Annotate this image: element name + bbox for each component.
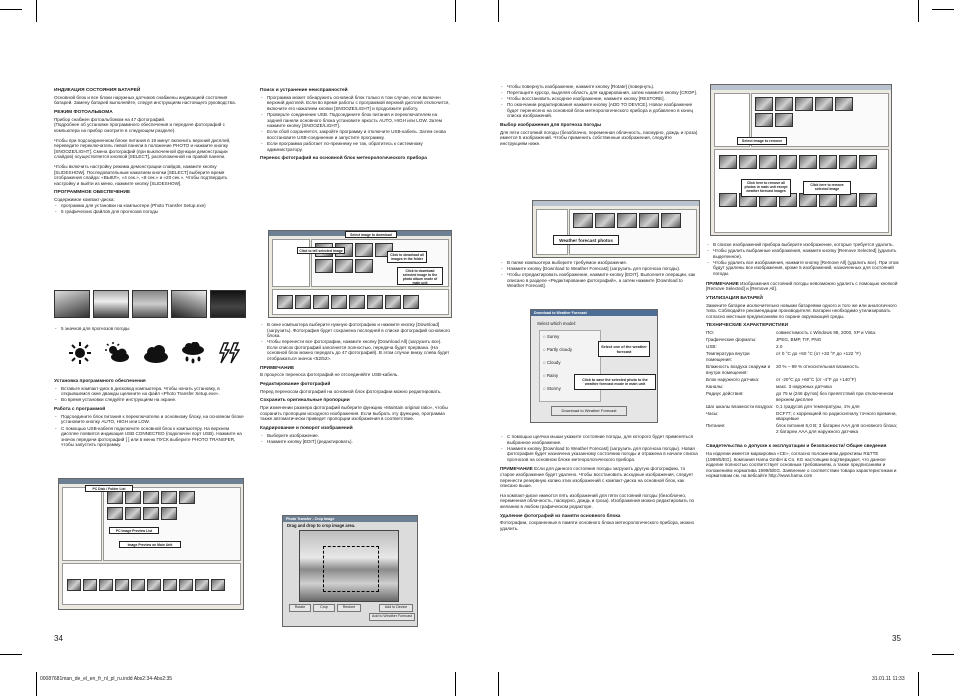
spec-value: 0,1 градусов для температуры, 1% для [776, 403, 860, 409]
spec-value: совместимость с Windows 98, 2000, XP и Vista. [776, 330, 877, 336]
heading-delete-photos: Удаление фотографий из памяти основного блока [500, 513, 621, 519]
table-row [706, 404, 900, 411]
weather-photo-rainy [171, 290, 207, 318]
spec-value: до 75 м (246 футов) без препятствий при отключенном верхнем дисплее [776, 390, 894, 402]
paragraph: Прибор снабжен фотоальбомом на 47 фотографий. (Подробнее об установке программного обеспечения и передаче фотографий с компьютера на прибор смотрите в следующем разделе). [54, 116, 225, 133]
option-label: Rainy [546, 373, 559, 378]
table-row [706, 391, 900, 404]
spec-value: от 0 °C до +50 °C (от +32 °F до +122 °F) [776, 351, 861, 357]
list-item: - Чтобы отредактировать изображение, нажмите кнопку [EDIT]. Выполните операции, как описано в разделе «Редактирование фотографий», а затем нажмите [Download to Weather Forecast]. [500, 272, 700, 289]
paragraph: В процессе переноса фотографий не отсоединяйте USB-кабель. [260, 372, 399, 378]
thumbnail [755, 97, 773, 111]
crop-image-window [282, 515, 418, 627]
left-col-1b [54, 375, 246, 452]
spec-label: Часы: [706, 410, 719, 416]
thumbnail [819, 155, 837, 169]
callout-remove-selected: Click here to remove selected image [803, 181, 851, 195]
heading-specs: ТЕХНИЧЕСКИЕ ХАРАКТЕРИСТИКИ [706, 323, 789, 329]
window-titlebar [59, 479, 243, 484]
heading-battery-status: ИНДИКАЦИЯ СОСТОЯНИЯ БАТАРЕЙ [54, 88, 141, 93]
paragraph: Замените батареи исключительно новыми батареями одного и того же или аналогичного типа. Соблюдайте рекомендации производителя. Батареи необходимо утилизировать согласно местным предписаниям по охране окружающей среды. [706, 302, 897, 319]
radio-partly-cloudy[interactable]: ○ Partly cloudy [543, 347, 573, 352]
note-title: ПРИМЕЧАНИЕ [500, 466, 533, 472]
thumbnail [661, 213, 681, 228]
paragraph: На компакт-диске имеются пять изображений для пяти состояний погоды (безоблачно, переменная облачность, пасмурно, дождь и гроза). Изображения можно редактировать по желанию в любом графическом редакторе. [500, 492, 695, 510]
weather-photo-cloudy [132, 290, 168, 318]
rain-icon [180, 342, 206, 364]
thumbnail [355, 259, 373, 273]
thumbnail [719, 193, 737, 207]
heading-software: ПРОГРАММНОЕ ОБЕСПЕЧЕНИЕ [54, 190, 131, 196]
table-row [706, 337, 900, 344]
thumbnail [639, 213, 659, 228]
thumbnail [815, 97, 833, 111]
list-item: - Чтобы восстановить исходное изображение, нажмите кнопку [RESTORE]. [500, 96, 700, 102]
thumbnail [799, 155, 817, 169]
thumbnail [595, 213, 615, 228]
lightning-icon [218, 342, 242, 364]
thumbnail [335, 259, 353, 273]
callout-select-forecast: Select one of the weather forecast [598, 341, 650, 357]
thumbnail [143, 491, 159, 504]
thumbnail [125, 507, 141, 520]
spec-label: Графические форматы: [706, 337, 757, 343]
heading-crop-rotate: Кадрирование и поворот изображений [260, 426, 353, 432]
option-label: Partly cloudy [546, 347, 573, 352]
rotate-button[interactable]: Rotate [289, 604, 311, 612]
thumbnail [195, 579, 209, 591]
table-row [706, 351, 900, 364]
add-to-device-button[interactable]: Add to Device [379, 604, 413, 612]
option-label: Stormy [546, 386, 561, 391]
thumbnail [331, 295, 347, 309]
thumbnail [839, 193, 857, 207]
list-item: - Нажмите кнопку [Download to Weather Forecast] (загрузить для прогноза погоды). Новая фотография будет назначена указанному состоянию погоды и отражена в начале списка прогнозов на основном блоке метеорологического прибора. [500, 446, 700, 463]
spec-label: Радиус действия: [706, 390, 744, 396]
callout-select-download: Select image to download [345, 231, 397, 238]
note-paragraph [500, 466, 700, 488]
download-to-forecast-button[interactable]: Download to Weather Forecast [551, 406, 627, 416]
paragraph: Чтобы включить настройку режима демонстрации слайдов, нажмите кнопку [SLIDESHOW]. Последовательным нажатием кнопки [SELECT] выберите время отображения слайда: «ВЫКЛ», «4 сек.», «8 сек.» и «20 сек.». Чтобы подтвердить настройку и выйти из меню, нажмите кнопку [SLIDESHOW]. [54, 163, 228, 186]
paragraph: Чтобы при подсоединенном блоке питания в 19 минут включить верхний дисплей, переведите переключатель левой панели в положение PHOTO и нажмите кнопку [SNOOZE/LIGHT]. Смена фотографий (при выключенной функции демонстрации слайдов) осуществляется кнопкой [SELECT], расположенной на правой панели. [54, 137, 231, 160]
window-titlebar [533, 201, 699, 206]
folder-tree-panel [536, 209, 568, 255]
list-item: - С помощью USB-кабеля подключите основной блок к компьютеру. На верхнем дисплее появится индикация USB CONNECTED (подключен порт USB). Нажмите на значок передачи фотографий [ ] или в меню ПУСК выберите PHOTO TRANSFER, чтобы запустить программу. [54, 426, 246, 448]
thumbnail [83, 579, 97, 591]
thumbnail [315, 259, 333, 273]
heading-keep-ratio: Сохранить оригинальные пропорции [260, 398, 350, 404]
left-col-2b [260, 322, 452, 449]
list-item: - программа для установки на компьютере (Photo Transfer Setup.exe) [54, 203, 246, 209]
callout-download-selected: Click to download selected image to the photo album mode of main unit [397, 267, 443, 285]
paragraph: Содержимое компакт-диска: [54, 197, 115, 203]
heading-note: ПРИМЕЧАНИЕ [260, 365, 295, 371]
thumbnail [367, 295, 383, 309]
thumbnail [779, 155, 797, 169]
thumbnail [161, 491, 177, 504]
option-label: Sunny [546, 334, 560, 339]
spec-label: Влажность воздуха снаружи и внутри помещения: [706, 364, 771, 375]
list-item: - 5 графических файлов для прогнозов погоды [54, 209, 246, 215]
table-row [706, 364, 900, 377]
paragraph: Основной блок и все блоки наружных датчиков снабжены индикацией состояния батарей. Замену батарей выполняйте, следуя инструкциям настоящего руководства. [54, 94, 236, 106]
spec-label: USB: [706, 344, 717, 350]
heading-program-use: Работа с программой [54, 407, 106, 413]
thumbnail [739, 155, 757, 169]
remove-photos-screenshot [710, 84, 892, 236]
right-col-3c [500, 434, 700, 536]
callout-save-forecast: Click to save the selected photo to the weather forecast mode in main unit [574, 374, 656, 390]
weather-forecast-screenshot [532, 200, 700, 258]
thumbnail [403, 295, 419, 309]
thumbnail [163, 579, 177, 591]
spec-label: ПО: [706, 330, 715, 336]
right-col-3b [500, 260, 700, 293]
spec-value: JPEG, BMP, TIF, PNG [776, 337, 822, 343]
list-item: - Программа может обнаружить основной блок только в том случае, если включен верхний дисплей. Если во время работы с программой верхний дисплей отключится, включите его нажатием кнопки [SNOOZE/LIGHT] и продолжите работу. [260, 95, 452, 112]
radio-rainy[interactable]: ○ Rainy [543, 373, 559, 378]
radio-sunny[interactable]: ○ Sunny [543, 334, 560, 339]
thumbnail [799, 193, 817, 207]
paragraph: Перед переносом фотографий на основной блок фотографии можно редактировать. [260, 388, 442, 394]
weather-photo-partly-cloudy [93, 290, 129, 318]
cd-contents-list [54, 203, 246, 215]
crop-hint: Drag and drop to crop image area. [287, 523, 356, 528]
thumbnail [859, 193, 877, 207]
weather-photo-stormy [210, 290, 246, 318]
list-item: - Подсоедините блок питания к переключателю и основному блоку, на основном блоке установите кнопку AUTO, HIGH или LOW. [54, 414, 246, 425]
spec-label: Блок наружного датчика: [706, 376, 760, 382]
paragraph: При изменении размера фотографий выберите функцию «Maintain original ratio», чтобы сохранить пропорции исходного изображения. Если выбрать эту функцию, программа также автоматически приведет пропорции изображения в соответствие. [260, 405, 448, 422]
list-item: - Нажмите кнопку [EDIT] (редактировать). [260, 439, 452, 445]
download-screenshot [268, 230, 452, 318]
heading-battery-disposal: УТИЛИЗАЦИЯ БАТАРЕЙ [706, 295, 763, 301]
page-number-left: 34 [54, 634, 63, 643]
list-item: - Во время установки следуйте инструкциям на экране. [54, 397, 246, 403]
callout-main-unit: Image Preview on Main Unit [119, 541, 181, 548]
thumbnail [795, 97, 813, 111]
sun-icon [68, 342, 92, 364]
callout-tell-selected: Click to tell selected image [297, 247, 345, 254]
heading-edit-photos: Редактирование фотографий [260, 382, 331, 388]
thumbnail [313, 295, 329, 309]
thumbnail [775, 113, 793, 127]
spec-value: 20 % – 99 % относительная влажность [776, 364, 859, 370]
right-col-4 [706, 242, 900, 483]
thumbnail [107, 491, 123, 504]
list-item: - Чтобы перенести все фотографии, нажмите кнопку [Download All] (загрузить все). Если список фотографий заполнится полностью, передача будет прервана. (На основной блок можно передать до 47 фотографий). В этом случае внизу слева будет отображаться значок <52/52>. [260, 339, 452, 361]
note-text: Если для данного состояния погоды загрузить другую фотографию, то старое изображение будет удалено. Чтобы восстановить исходные изображения, следует перенести резервную копию этих изображений с компакт-диска на основной блок, как описано выше. [500, 466, 694, 489]
thumbnail [125, 491, 141, 504]
note-title: ПРИМЕЧАНИЕ [706, 280, 739, 286]
thumbnail [277, 295, 293, 309]
photo-transfer-screenshot [58, 478, 244, 610]
thumbnail [179, 491, 195, 504]
specs-table [706, 330, 900, 436]
spec-label: Шаг шкалы влажности воздуха: [706, 403, 774, 409]
callout-click-download-all: Click to download all images in the folder [387, 251, 427, 263]
callout-pc-disk: PC Disk / Folder List [85, 485, 133, 492]
radio-stormy[interactable]: ○ Stormy [543, 386, 561, 391]
table-row [706, 377, 900, 384]
list-item: - Если сбой сохраняется, закройте программу и отключите USB-кабель. Затем снова восстановите USB-соединение и запустите программу. [260, 129, 452, 140]
table-row [706, 384, 900, 391]
right-col-3 [500, 84, 700, 151]
window-title: Photo Transfer - Crop Image [286, 517, 335, 521]
spec-label: Температура внутри помещения: [706, 351, 750, 362]
thumbnail [107, 507, 123, 520]
thumbnail [115, 579, 129, 591]
add-to-weather-forecast-button[interactable]: Add to Weather Forecast [369, 613, 415, 621]
spec-label: Каналы: [706, 383, 724, 389]
footer-timestamp: 31.01.11 11:33 [872, 676, 905, 682]
thumbnail [211, 579, 225, 591]
list-item: - Выберите изображение. [260, 433, 452, 439]
thumbnail [755, 113, 773, 127]
page-number-right: 35 [892, 634, 901, 643]
spec-value: от -20°C до +60°C (от -4°F до +140°F) [776, 376, 857, 382]
list-item: - В папке компьютера выберите требуемое изображение. [500, 260, 700, 266]
thumbnail [67, 579, 81, 591]
crop-selection [323, 546, 379, 592]
thumbnail [295, 295, 311, 309]
list-item: - 5 значков для прогнозов погоды [54, 326, 246, 332]
restore-button[interactable]: Restore [337, 604, 361, 612]
left-col-2 [260, 84, 452, 163]
footer-file-info: 00087681man_de_el_en_fr_nl_pl_ru.indd Abs2:34-Abs2:35 [40, 676, 173, 682]
list-item: - По окончании редактирования нажмите кнопку [ADD TO DEVICE]. Новое изображение будет перенесено на основной блок метеорологического прибора и добавлено в конец списка изображений. [500, 102, 700, 119]
list-item: - Нажмите кнопку [Download to Weather Forecast] (загрузить для прогноза погоды). [500, 266, 700, 272]
download-forecast-dialog [530, 309, 658, 423]
heading-forecast-image: Выбор изображения для прогноза погоды [500, 123, 602, 129]
table-row [706, 344, 900, 351]
list-item: - Чтобы удалить все изображения, нажмите кнопку [Remove All] (удалить все). При этом будут удалены все изображения, кроме 5 изображений, назначенных для состояний погоды. [706, 260, 900, 277]
folder-tree-panel [62, 487, 102, 561]
dialog-question: Select which model: [537, 321, 577, 326]
thumbnail [179, 579, 193, 591]
thumbnail [131, 579, 145, 591]
thumbnail [617, 213, 637, 228]
table-row [706, 330, 900, 337]
thumbnail [143, 507, 159, 520]
heading-transfer-photos: Перенос фотографий на основной блок метеорологического прибора [260, 156, 427, 162]
list-item: - В окне компьютера выберите нужную фотографию и нажмите кнопку [Download] (загрузить). Фотография будет сохранена последней в списке фотографий основного блока. [260, 322, 452, 339]
partly-cloudy-icon [104, 342, 130, 364]
heading-photo-album: РЕЖИМ ФОТОАЛЬБОМА [54, 109, 113, 115]
thumbnail [839, 155, 857, 169]
list-item: - В списке изображений прибора выберите изображение, которые требуется удалить. [706, 242, 900, 248]
thumbnail [819, 193, 837, 207]
spec-value: блок питания 6,0 В; 3 батареи AAA для основного блока; 2 батареи AAA для наружного датчика [776, 423, 898, 435]
note-text: Изображения состояний погоды невозможно удалить с помощью кнопкой [Remove Selected] и [Remove All]. [706, 280, 898, 292]
thumbnail [759, 155, 777, 169]
table-row [706, 423, 900, 436]
thumbnail [349, 295, 365, 309]
radio-cloudy[interactable]: ○ Cloudy [543, 360, 561, 365]
crop-button[interactable]: Crop [313, 604, 335, 612]
heading-troubleshooting: Поиск и устранение неисправностей [260, 88, 348, 93]
dialog-title: Download to Weather Forecast [534, 311, 587, 315]
thumbnail [161, 507, 177, 520]
thumbnail [835, 97, 853, 111]
callout-select-remove: Select image to remove [737, 137, 787, 145]
cloudy-icon [142, 342, 170, 364]
weather-photo-sunny [54, 290, 90, 318]
callout-remove-all: Click here to remove all photos in main unit except weather forecast images [741, 179, 791, 197]
spec-label: Питание: [706, 423, 726, 429]
list-item: - Проверьте соединение USB. Подсоедините блок питания и переключателем на задней панели основного блока установите яркость AUTO, HIGH или LOW. Затем нажмите кнопку [SNOOZE/LIGHT]. [260, 112, 452, 129]
callout-forecast-photos: Weather forecast photos [553, 235, 619, 245]
list-item: - Перетащите курсор, выделяя область для кадрирования, затем нажмите кнопку [CROP]. [500, 90, 700, 96]
thumbnail [859, 155, 877, 169]
list-item: - Чтобы удалить выбранные изображения, нажмите кнопку [Remove Selected] (удалить выделенное). [706, 248, 900, 259]
table-row [706, 411, 900, 424]
heading-install: Установка программного обеспечения [54, 379, 146, 384]
list-item: - С помощью щелчка мыши укажите состояние погоды, для которого будет применяться выбранное изображение. [500, 434, 700, 445]
list-item: - Чтобы повернуть изображение, нажмите кнопку [Rotate] (повернуть). [500, 84, 700, 90]
thumbnail [573, 213, 593, 228]
thumbnail [99, 579, 113, 591]
option-label: Cloudy [546, 360, 561, 365]
spec-value: 2.0 [776, 344, 783, 350]
thumbnail [147, 579, 161, 591]
left-col-1 [54, 84, 246, 218]
list-item: - Вставьте компакт-диск в дисковод компьютера. Чтобы начать установку, в открывшемся окне дважды щелкните на файл «Photo Transfer Setup.exe». [54, 386, 246, 397]
window-titlebar [711, 85, 891, 90]
paragraph: Фотографии, сохраненные в памяти основного блока метеорологического прибора, можно удалить. [500, 520, 695, 532]
spec-value: DCF77; с коррекцией по радиосигналу точного времени, кварцевые [776, 410, 897, 422]
spec-value: макс. 3 наружных датчика [776, 383, 832, 389]
heading-certificates: Свидетельства о допуске к эксплуатации и безопасности/ Общие сведения [706, 444, 887, 450]
paragraph: На изделии имеется маркировка «CE», согласно положениям директивы R&TTE (1999/5/EG). Компания Hama GmbH & Co. KG настоящим подтверждает, что данное изделие полностью соответствует основным требованиям, а также предписаниям и положениям норматива 1999/5/EG. Заявление о соответствии товара характеристикам и нормативам см. на вебсайте http://www.hama.com [706, 450, 897, 479]
thumbnail [719, 155, 737, 169]
note-paragraph [706, 281, 900, 292]
thumbnail [385, 295, 401, 309]
icons-caption [54, 326, 246, 336]
thumbnail [775, 97, 793, 111]
list-item: - Если программа работает по-прежнему не так, обратитесь к системному администратору. [260, 141, 452, 152]
callout-pc-preview: PC Image Preview List [109, 527, 159, 534]
thumbnail [355, 243, 373, 257]
paragraph: Для пяти состояний погоды (безоблачно, переменная облачность, пасмурно, дождь и гроза) имеется 5 изображений. Чтобы применить собственные изображения, следуйте инструкциям ниже. [500, 129, 698, 147]
